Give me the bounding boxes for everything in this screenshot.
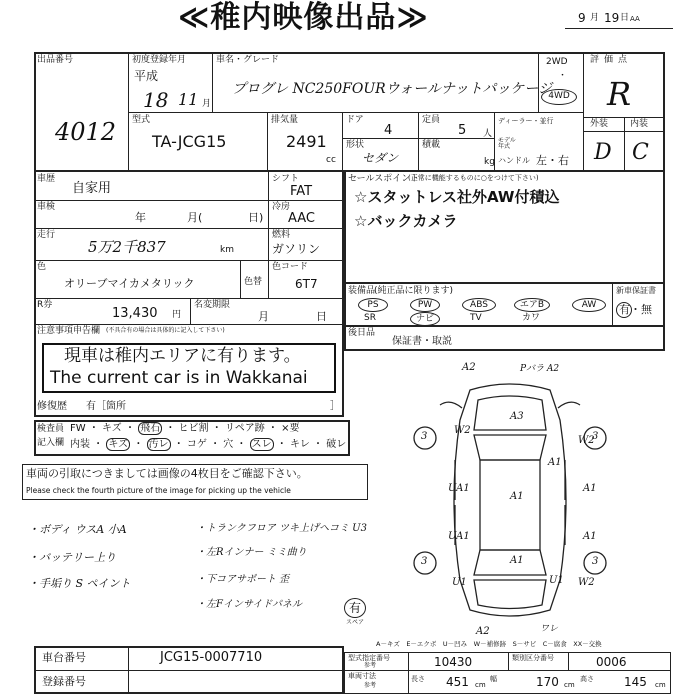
height-unit: cm [655,681,666,689]
mileage-label: 走行 [37,230,56,240]
date-month: 9 [578,11,586,25]
mark-wheel-fl: 3 [421,431,428,442]
mark-left-quarter: U1 [452,577,467,588]
equipment-sub: (純正品に限ります) [374,286,454,296]
dims-ref: 参考 [364,682,377,689]
spare-label: スペア [346,619,365,626]
dims-label: 車両寸法 [348,672,376,680]
capacity-value: 5 [458,123,467,138]
repair-value: 有［箇所 [86,401,126,412]
cooler-value: AAC [288,211,315,226]
docs-label: 後日品 [348,328,376,338]
mark-crack: ワレ [540,624,559,634]
shape-label: 形状 [346,140,365,150]
equipment-label: 装備品 [348,286,376,296]
capacity-unit: 人 [483,129,493,139]
model-year-label: モデル年式 [498,137,516,150]
model-value: TA-JCG15 [152,132,227,151]
notice-label: 注意事項申告欄 [37,326,101,336]
doors-label: ドア [346,115,364,125]
interior-label: 内装 [630,119,649,129]
location-notice-en: The current car is in Wakkanai [50,368,308,388]
color-change-label: 色替 [244,277,263,287]
damage-legend: A－キズ E－エクボ U－凹み W－補修跡 S－サビ C－腐食 XX－交換 [376,640,602,648]
equip-abs: ABS [462,298,496,312]
height-label: 高さ [580,675,594,683]
docs-value: 保証書・取説 [392,336,452,347]
displacement-value: 2491 [286,132,327,151]
drive-2wd: 2WD [546,57,568,67]
mark-right-a: A1 [548,457,562,468]
type-no-ref: 参考 [364,662,377,669]
length-unit: cm [475,681,486,689]
date-day-unit: 日 [620,13,630,23]
note-left-3: ・手垢り S ペイント [28,577,131,590]
notice-sub: (不具合有の場合は具体的に記入して下さい) [106,327,225,334]
mark-right-rear-w: W2 [578,577,595,588]
roof-outline [480,460,540,550]
drive-4wd-circled [541,89,577,105]
date-month-unit: 月 [590,13,600,23]
tax-label: 名変期限 [194,300,231,310]
inspection-month: 月( [187,211,203,224]
displacement-unit: cc [326,155,336,165]
exterior-label: 外装 [590,119,609,129]
left-front-mirror [440,402,462,408]
type-no-label: 型式指定番号 [348,654,390,662]
sales-point-2: ☆バックカメラ [354,212,458,230]
equip-ps: PS [358,298,388,312]
exterior-grade: D [594,140,612,165]
chassis-number: JCG15-0007710 [160,650,263,665]
warranty-value: 有・無 [619,303,652,316]
check-row-2: 内装 ・ キズ ・ 汚レ ・ コゲ ・ 穴 ・ スレ ・ キレ ・ 破レ [70,439,347,450]
date-session: AA [630,15,640,23]
location-notice-jp: 現車は稚内エリアに有ります。 [64,346,301,366]
rating-value: R [607,75,632,113]
mark-roof: A1 [510,491,524,502]
note-left-2: ・バッテリー上り [28,551,116,564]
type-no-value: 10430 [434,655,473,669]
mark-left-rear-door: UA1 [448,531,470,542]
fuel-label: 燃料 [272,230,291,240]
mark-left-fender: W2 [454,425,471,436]
interior-grade: C [632,140,649,165]
recycle-unit: 円 [172,310,182,320]
right-front-mirror [558,402,580,408]
color-label: 色 [37,262,47,272]
class-no-label: 類別区分番号 [512,654,554,662]
dealer-label: ディーラー・並行 [498,117,554,125]
warranty-label: 新車保証書 [616,286,656,295]
handle-label: ハンドル [498,156,530,165]
mark-wheel-rl: 3 [421,556,428,567]
car-name-label: 車名・グレード [216,55,280,65]
mileage-value: 5万2千837 [88,238,166,256]
length-value: 451 [446,675,469,689]
inspection-day: 日) [248,211,264,224]
color-code: 6T7 [295,277,318,291]
pickup-notice-jp: 車両の引取につきましては画像の4枚目をご確認下さい。 [26,467,308,480]
displacement-label: 排気量 [271,115,299,125]
recycle-value: 13,430 [112,306,158,321]
note-right-4: ・左Fインサイドパネル [196,599,303,610]
mark-front-right: Pバラ A2 [520,364,560,374]
pickup-notice-en: Please check the fourth picture of the image for picking up the vehicle [26,486,291,495]
mark-front-bumper: A2 [462,362,476,373]
mark-right-rear-door: A1 [583,531,597,542]
spare-value: 有 [349,601,362,615]
sales-point-sub: (正常に機能するものに○をつけて下さい) [408,174,539,182]
mark-rear-bumper: A2 [476,626,490,637]
sales-point-label: セールスポイント [348,174,420,184]
windshield-outline [474,435,546,460]
equip-pw: PW [410,298,440,312]
drive-4wd: 4WD [548,91,570,101]
length-label: 長さ [411,675,425,683]
mark-trunk-a: A1 [510,555,524,566]
cooler-label: 冷房 [272,202,291,212]
usage-value: 自家用 [72,181,112,196]
capacity-label: 定員 [422,115,441,125]
lot-number-label: 出品番号 [37,55,74,65]
rating-label: 評価点 [590,55,633,65]
registration-month-unit: 月 [202,99,212,109]
mark-right-fender: W2 [578,435,595,446]
drive-dot: ・ [558,71,568,81]
equip-sr: SR [364,313,376,323]
color-code-label: 色コード [272,262,309,272]
equip-aw: AW [572,298,606,312]
check-label-1: 検査員 [37,424,65,434]
tax-month: 月 [258,310,269,323]
car-name-grade: プログレ NC250FOURウォールナットパッケージ [232,81,552,97]
plate-label: 登録番号 [42,675,86,688]
model-label: 型式 [132,115,151,125]
shift-label: シフト [272,174,300,184]
equip-navi: ナビ [410,312,440,326]
mileage-unit: km [220,245,234,255]
mark-hood: A3 [510,411,524,422]
repair-close: ］ [330,401,340,412]
recycle-label: R券 [37,300,53,310]
registration-month: 11 [178,90,199,109]
first-registration-label: 初度登録年月 [132,55,187,65]
note-right-2: ・左Rインナー ミミ曲り [196,547,307,558]
date-day: 19 [604,11,620,25]
color-value: オリーブマイカメタリック [64,277,195,290]
usage-label: 車歴 [37,174,56,184]
fuel-value: ガソリン [272,242,321,256]
mark-wheel-rr: 3 [592,556,599,567]
note-left-1: ・ボディ ウスA 小A [28,523,127,536]
width-unit: cm [564,681,575,689]
chassis-label: 車台番号 [42,651,86,664]
shape-value: セダン [362,151,399,165]
sales-point-1: ☆スタットレス社外AW付積込 [354,188,560,206]
doors-value: 4 [384,123,393,138]
note-right-1: ・トランクフロア ツキ上げヘコミ U3 [196,523,367,534]
height-value: 145 [624,675,647,689]
equip-leather: カワ [522,313,541,323]
handle-value: 左・右 [536,154,569,167]
registration-year: 18 [143,88,169,112]
sheet-title: ≪稚内映像出品≫ [178,0,429,35]
inspection-year: 年 [135,211,146,224]
check-label-2: 記入欄 [37,438,65,448]
shift-value: FAT [290,184,313,199]
width-value: 170 [536,675,559,689]
check-row-1: FW ・ キズ ・ 飛石 ・ ヒビ割 ・ リペア跡 ・ ×要 [70,423,300,434]
width-label: 幅 [490,675,497,683]
load-unit: kg [484,157,495,167]
repair-label: 修復歴 [37,401,67,412]
trunk-outline [474,580,546,609]
registration-era: 平成 [134,69,159,83]
class-no-value: 0006 [596,655,627,669]
note-right-3: ・下コアサポート 歪 [196,574,290,585]
load-label: 積載 [422,140,441,150]
mark-right-quarter: U1 [549,575,564,586]
mark-left-front-door: UA1 [448,483,470,494]
equip-tv: TV [470,313,482,323]
mark-wheel-fr: 3 [592,431,599,442]
equip-airbag: エアB [514,298,550,312]
lot-number: 4012 [55,118,117,146]
mark-right-front-door: A1 [583,483,597,494]
inspection-label: 車検 [37,202,56,212]
tax-day: 日 [316,310,327,323]
